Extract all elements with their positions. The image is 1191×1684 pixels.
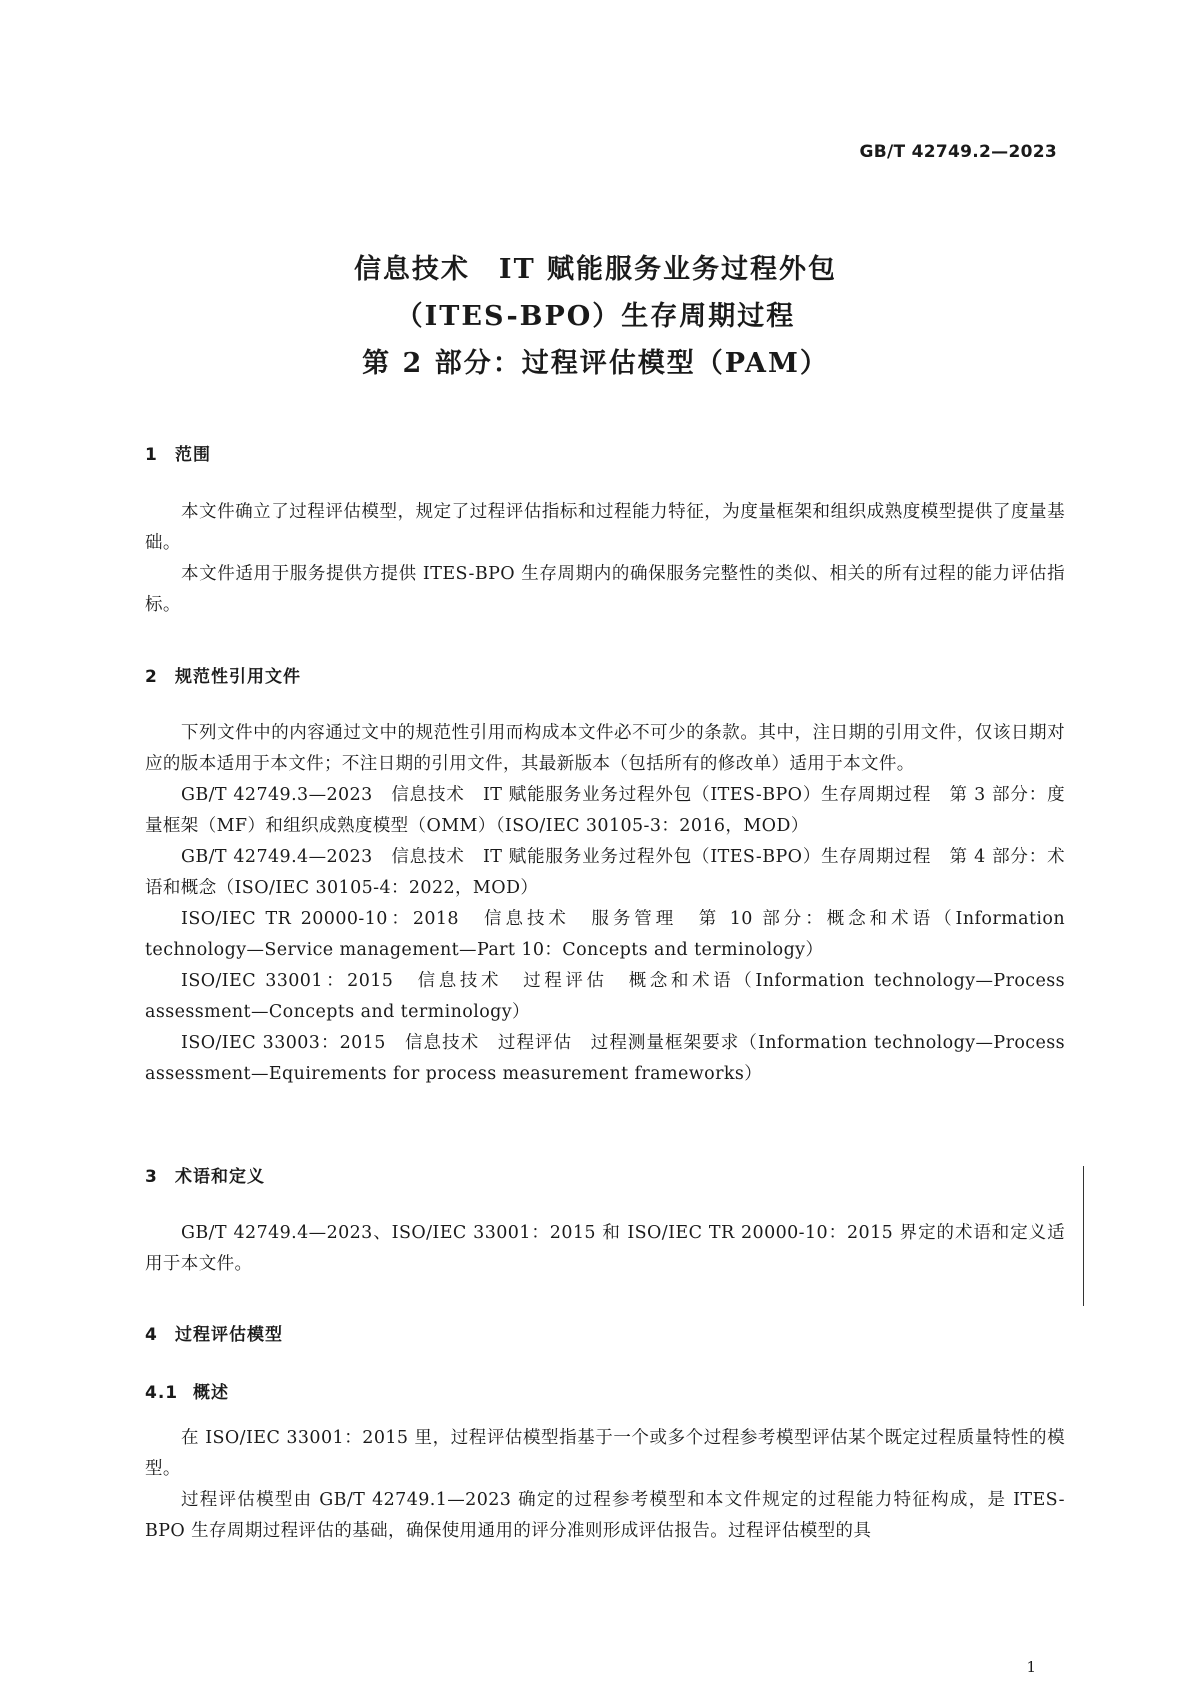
title-line-3: 第 2 部分：过程评估模型（PAM）	[362, 348, 829, 379]
normative-reference: ISO/IEC TR 20000-10：2018 信息技术 服务管理 第 10 部分：概念和术语（Information technology—Service management—Part 10：Concepts and terminology）	[145, 909, 1065, 960]
section-title: 过程评估模型	[175, 1325, 283, 1345]
section-number: 1	[145, 445, 158, 465]
change-bar	[1083, 1166, 1084, 1306]
section-number: 3	[145, 1167, 158, 1187]
standard-number: GB/T 42749.2—2023	[859, 142, 1057, 162]
subsection-title: 概述	[193, 1383, 229, 1403]
section-1-heading	[145, 440, 211, 465]
paragraph: 过程评估模型由 GB/T 42749.1—2023 确定的过程参考模型和本文件规定的过程能力特征构成，是 ITES-BPO 生存周期过程评估的基础，确保使用通用的评分准则形成评估报告。过程评估模型的具	[145, 1490, 1065, 1541]
subsection-4-1-heading	[145, 1378, 229, 1403]
section-title: 范围	[175, 445, 211, 465]
title-line-2: （ITES-BPO）生存周期过程	[395, 301, 796, 332]
section-3-heading	[145, 1162, 265, 1187]
subsection-4-1-body	[145, 1423, 1065, 1547]
section-3-body	[145, 1218, 1065, 1280]
paragraph: 本文件确立了过程评估模型，规定了过程评估指标和过程能力特征，为度量框架和组织成熟度模型提供了度量基础。	[145, 502, 1065, 553]
section-number: 4	[145, 1325, 158, 1345]
normative-reference: GB/T 42749.4—2023 信息技术 IT 赋能服务业务过程外包（ITES-BPO）生存周期过程 第 4 部分：术语和概念（ISO/IEC 30105-4：2022，MOD）	[145, 847, 1065, 898]
subsection-number: 4.1	[145, 1383, 179, 1403]
paragraph: 下列文件中的内容通过文中的规范性引用而构成本文件必不可少的条款。其中，注日期的引用文件，仅该日期对应的版本适用于本文件；不注日期的引用文件，其最新版本（包括所有的修改单）适用于本文件。	[145, 723, 1065, 774]
section-2-heading	[145, 662, 301, 687]
paragraph: GB/T 42749.4—2023、ISO/IEC 33001：2015 和 ISO/IEC TR 20000-10：2015 界定的术语和定义适用于本文件。	[145, 1223, 1065, 1274]
paragraph: 在 ISO/IEC 33001：2015 里，过程评估模型指基于一个或多个过程参考模型评估某个既定过程质量特性的模型。	[145, 1428, 1065, 1479]
section-title: 术语和定义	[175, 1167, 265, 1187]
normative-reference: ISO/IEC 33003：2015 信息技术 过程评估 过程测量框架要求（Information technology—Process assessment—Equirements for process measurement frameworks）	[145, 1033, 1065, 1084]
paragraph: 本文件适用于服务提供方提供 ITES-BPO 生存周期内的确保服务完整性的类似、相关的所有过程的能力评估指标。	[145, 564, 1065, 615]
normative-reference: ISO/IEC 33001：2015 信息技术 过程评估 概念和术语（Information technology—Process assessment—Concepts and terminology）	[145, 971, 1065, 1022]
section-title: 规范性引用文件	[175, 667, 301, 687]
section-number: 2	[145, 667, 158, 687]
section-4-heading	[145, 1320, 283, 1345]
section-1-body	[145, 497, 1065, 621]
title-line-1: 信息技术 IT 赋能服务业务过程外包	[353, 254, 838, 285]
page-number: 1	[1026, 1658, 1036, 1676]
normative-reference: GB/T 42749.3—2023 信息技术 IT 赋能服务业务过程外包（ITES-BPO）生存周期过程 第 3 部分：度量框架（MF）和组织成熟度模型（OMM）（ISO/IEC 30105-3：2016，MOD）	[145, 785, 1065, 836]
section-2-body	[145, 718, 1065, 1090]
